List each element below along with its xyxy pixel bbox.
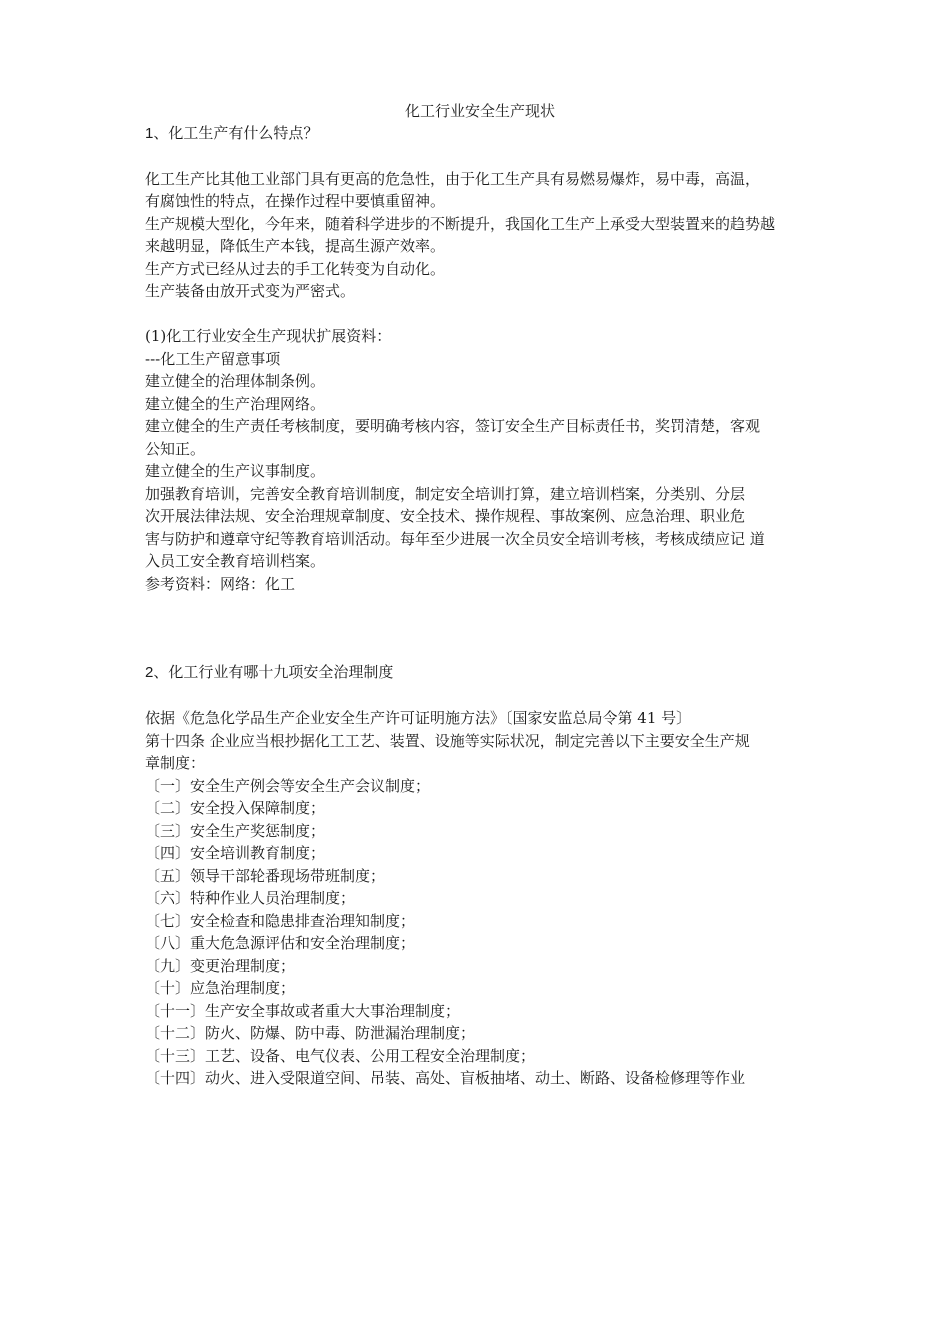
section1-heading: 1、化工生产有什么特点？ <box>145 124 319 142</box>
ext-line: ---化工生产留意事项 <box>145 349 281 368</box>
section2-heading: 2、化工行业有哪十九项安全治理制度 <box>145 664 394 681</box>
list-item: 〔三〕安全生产奖惩制度； <box>145 821 326 840</box>
spacer <box>145 303 815 326</box>
list-item: 〔十〕应急治理制度； <box>145 979 296 997</box>
ext-line: 公知正。 <box>145 439 206 458</box>
ext-line: 害与防护和遵章守纪等教育培训活动。每年至少进展一次全员安全培训考核，考核成绩应记 道 <box>145 529 765 548</box>
body-line: 来越明显，降低生产本钱，提高生源产效率。 <box>145 237 446 255</box>
spacer <box>145 595 815 662</box>
ext-line: (1)化工行业安全生产现状扩展资料： <box>145 327 392 345</box>
list-item: 〔八〕重大危急源评估和安全治理制度； <box>145 934 416 952</box>
list-item: 〔十四〕动火、进入受限道空间、吊装、高处、盲板抽堵、动土、断路、设备检修理等作业 <box>145 1069 746 1087</box>
list-item: 〔六〕特种作业人员治理制度； <box>145 889 356 907</box>
ext-line: 加强教育培训，完善安全教育培训制度，制定安全培训打算，建立培训档案，分类别、分层 <box>145 484 746 503</box>
list-item: 〔五〕领导干部轮番现场带班制度； <box>145 866 386 885</box>
intro-line: 第十四条 企业应当根抄据化工工艺、装置、设施等实际状况，制定完善以下主要安全生产规 <box>145 731 750 750</box>
regulation-list <box>145 775 815 1090</box>
list-item: 〔十一〕生产安全事故或者重大大事治理制度； <box>145 1001 461 1020</box>
list-item: 〔七〕安全检查和隐患排查治理知制度； <box>145 911 416 930</box>
ext-line: 入员工安全教育培训档案。 <box>145 552 326 570</box>
list-item: 〔二〕安全投入保障制度； <box>145 799 326 817</box>
ext-line: 建立健全的治理体制条例。 <box>145 372 326 390</box>
reference-line: 参考资料：网络：化工 <box>145 574 296 593</box>
body-line: 生产方式已经从过去的手工化转变为自动化。 <box>145 259 446 278</box>
document-title: 化工行业安全生产现状 <box>404 102 555 120</box>
ext-line: 次开展法律法规、安全治理规章制度、安全技术、操作规程、事故案例、应急治理、职业危 <box>145 507 746 525</box>
body-line: 生产装备由放开式变为严密式。 <box>145 282 356 300</box>
list-item: 〔十二〕防火、防爆、防中毒、防泄漏治理制度； <box>145 1024 476 1042</box>
list-item: 〔九〕变更治理制度； <box>145 956 296 975</box>
spacer <box>145 685 815 708</box>
list-item: 〔四〕安全培训教育制度； <box>145 844 326 862</box>
document-page <box>145 100 815 1090</box>
intro-line: 章制度： <box>145 754 206 772</box>
list-item: 〔一〕安全生产例会等安全生产会议制度； <box>145 776 431 795</box>
ext-line: 建立健全的生产议事制度。 <box>145 462 326 480</box>
body-line: 化工生产比其他工业部门具有更高的危急性，由于化工生产具有易燃易爆炸，易中毒，高温， <box>145 169 761 188</box>
list-item: 〔十三〕工艺、设备、电气仪表、公用工程安全治理制度； <box>145 1046 536 1065</box>
body-line: 有腐蚀性的特点，在操作过程中要慎重留神。 <box>145 192 446 210</box>
ext-line: 建立健全的生产责任考核制度，要明确考核内容，签订安全生产目标责任书，奖罚清楚，客观 <box>145 417 761 435</box>
intro-line: 依据《危急化学品生产企业安全生产许可证明施方法》〔国家安监总局令第 41 号〕 <box>145 709 692 727</box>
ext-line: 建立健全的生产治理网络。 <box>145 394 326 413</box>
body-line: 生产规模大型化，今年来，随着科学进步的不断提升，我国化工生产上承受大型装置来的趋势越 <box>145 214 776 233</box>
spacer <box>145 145 815 168</box>
